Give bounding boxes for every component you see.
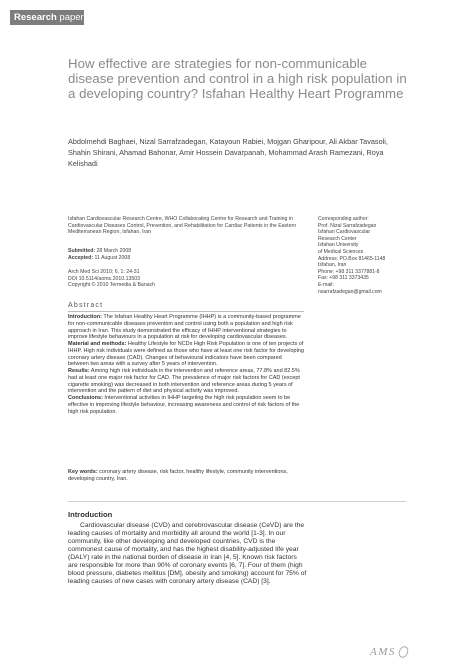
journal-citation: Arch Med Sci 2010; 6, 1: 24-31 [68,269,140,275]
affiliation: Isfahan Cardiovascular Research Centre, WHO Collaborating Centre for Research and Training in Cardiovascular Diseases Control, Prevention, and Rehabilitation for Cardiac Patients in the Eastern Mediterranean Region, Isfahan, Iran [68,216,297,236]
article-type-tag [10,10,84,25]
citation-block [68,269,304,289]
article-title: How effective are strategies for non-communicable disease prevention and control in a high risk population in a developing country? Isfahan Healthy Heart Programme [68,56,407,101]
abstract-methods-text: Healthy Lifestyle for NCDs High Risk Population is one of ten projects of IHHP. High risk individuals were defined as those who have at least one risk factor for developing coronary artery disease (CAD). Changes of behavioural indicators have been compared between two areas with a survey after 5 years of intervention. [68,341,304,368]
accepted-value: 11 August 2008 [93,254,131,261]
abstract-intro-text: The Isfahan Healthy Heart Programme (IHHP) is a community-based programme for non-communicable diseases prevention and control using both a population and high risk approach in Iran. This study demonstrated the efficacy of IHHP interventional strategies to improve lifestyle behaviours in a population at risk for developing cardiovascular diseases. [68,314,301,341]
corr-line: Prof. Nizal Sarrafzadegan [318,222,377,229]
submission-dates [68,248,304,261]
abstract-conclusions [68,395,304,415]
submitted-date [68,248,304,255]
corresponding-heading: Corresponding author: [318,216,369,222]
logo-text: AMS [370,646,396,658]
keywords [68,469,304,483]
corr-line: Isfahan University [318,242,359,249]
accepted-date [68,255,304,262]
abstract-results-text: Among high risk individuals in the intervention and reference areas, 77.8% and 82.5% had at least one major risk factor for CAD. The prevalence of major risk factors for CAD (except cigarette smoking) was decreased in both intervention and reference areas during 5 years of intervention and the pattern of diet and physical activity was improved. [68,368,300,395]
introduction-heading: Introduction [68,510,113,519]
abstract-introduction [68,314,304,341]
corr-line: Isfahan, Iran [318,262,347,269]
corr-line: E-mail: [318,281,334,288]
abstract-results-label: Results: [68,368,90,374]
accepted-label: Accepted: [68,254,94,261]
submitted-value: 28 March 2008 [95,248,132,254]
corr-line: Isfahan Cardiovascular [318,229,371,236]
corr-email[interactable]: nsarrafzadegan@gmail.com [318,288,382,295]
corr-line: Phone: +98 311 3377881-8 [318,268,380,275]
section-divider [68,501,406,502]
abstract-heading: Abstract [68,302,104,309]
abstract-methods [68,341,304,368]
keywords-text: coronary artery disease, risk factor, healthy lifestyle, community interventions, developing country, Iran. [68,469,288,482]
corr-line: Research Center [318,235,357,242]
introduction-paragraph: Cardiovascular disease (CVD) and cerebrovascular disease (CeVD) are the leading causes of mortality and morbidity all around the world [1-3]. In our community, like other developing and developed countries, CVD is the commonest cause of mortality, and has the highest disability-adjusted life year (DALY) rate in the national burden of disease in Iran [4, 5]. Known risk factors are responsible for more than 90% of coronary events [6, 7]. Four of them (high blood pressure, diabetes mellitus [DM], obesity and smoking) account for 75% of leading causes of new cases with coronary artery disease (CAD) [3]. [68,522,307,586]
logo-swirl-icon [397,646,407,658]
submitted-label: Submitted: [68,248,96,254]
abstract-results [68,368,304,395]
abstract-methods-label: Material and methods: [68,341,127,347]
journal-logo [370,645,430,659]
article-type-thin: paper [56,12,84,23]
abstract-intro-label: Introduction: [68,314,102,320]
doi: DOI 10.5114/aoms.2010.13503 [68,275,141,282]
abstract-conclusions-label: Conclusions: [68,395,103,401]
corr-line: of Medical Sciences [318,248,364,255]
keywords-label: Key words: [68,469,98,475]
copyright: Copyright © 2010 Termedia & Banach [68,282,156,289]
abstract-conclusions-text: Interventional activities in IHHP targeting the high risk population seem to be effective in improving lifestyle behaviour, increasing awareness and control of risk factors of the high risk population. [68,395,300,415]
corr-line: Address: PO.Box 81465-1148 [318,255,386,262]
corr-line: Fax: +98 311 3373435 [318,275,369,282]
abstract-body [68,311,304,415]
article-type-bold: Research [14,12,57,23]
corresponding-author [318,216,428,295]
author-list: Abdolmehdi Baghaei, Nizal Sarrafzadegan, Katayoun Rabiei, Mojgan Gharipour, Ali Akbar Tavasoli, Shahin Shirani, Ahamad Bahonar, Amir Hossein Davarpanah, Mohammad Arash Ramezani, Roya Kelishadi [68,137,388,169]
